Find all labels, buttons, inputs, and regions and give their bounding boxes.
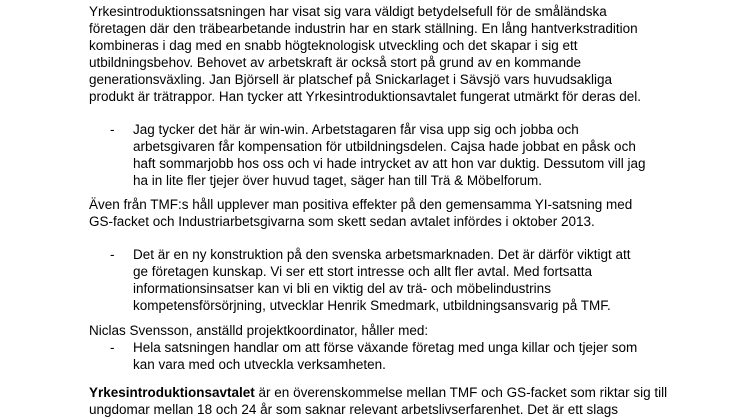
quote-dash: - [110, 340, 115, 355]
niclas-paragraph [89, 322, 689, 339]
intro-line: Yrkesintroduktionssatsningen har visat sig vara väldigt betydelsefull för de småländska [89, 4, 607, 19]
quote-line: Det är en ny konstruktion på den svenska arbetsmarknaden. Det är därför viktigt att [133, 247, 631, 262]
definition-term: Yrkesintroduktionsavtalet [89, 385, 255, 400]
intro-line: utbildningsbehov. Behovet av arbetskraft är också stort på grund av en kommande [89, 55, 582, 70]
definition-line: ungdomar mellan 18 och 24 år som saknar relevant arbetslivserfarenhet. Det är ett slags [89, 402, 619, 417]
quote-line: haft sommarjobb hos oss och vi hade intrycket av att hon var duktig. Dessutom vill jag [133, 156, 646, 171]
quote-line: Jag tycker det här är win-win. Arbetstagaren får visa upp sig och jobba och [133, 122, 579, 137]
tmf-line: GS-facket och Industriarbetsgivarna som skett sedan avtalet infördes i oktober 2013. [89, 214, 595, 229]
definition-paragraph [89, 384, 689, 418]
niclas-line: Niclas Svensson, anställd projektkoordinator, håller med: [89, 323, 429, 338]
tmf-line: Även från TMF:s håll upplever man positiva effekter på den gemensamma YI-satsning med [89, 197, 633, 212]
quote-line: Hela satsningen handlar om att förse växande företag med unga killar och tjejer som [133, 340, 638, 355]
quote-niclas-svensson [133, 339, 693, 373]
quote-henrik-smedmark [133, 246, 693, 314]
tmf-paragraph [89, 196, 689, 230]
intro-line: generationsväxling. Jan Björsell är platschef på Snickarlaget i Sävsjö vars huvudsakliga [89, 72, 613, 87]
intro-line: produkt är trätrappor. Han tycker att Yrkesintroduktionsavtalet fungerat utmärkt för deras del. [89, 89, 642, 104]
quote-line: ge företagen kunskap. Vi ser ett stort intresse och allt fler avtal. Med fortsatta [133, 264, 592, 279]
intro-paragraph [89, 3, 689, 105]
definition-text: är en överenskommelse mellan TMF och GS-facket som riktar sig till [254, 385, 668, 400]
quote-dash: - [110, 247, 115, 262]
quote-line: informationsinsatser kan vi bli en viktig del av trä- och möbelindustrins [133, 281, 551, 296]
quote-line: kan vara med och utveckla verksamheten. [133, 357, 386, 372]
definition-line [89, 384, 689, 401]
quote-jan-bjorsell [133, 121, 693, 189]
intro-line: företagen där den träbearbetande industrin har en stark ställning. En lång hantverkstradition [89, 21, 638, 36]
quote-dash: - [110, 122, 115, 137]
quote-line: arbetsgivaren får kompensation för utbildningsdelen. Cajsa hade jobbat en påsk och [133, 139, 636, 154]
intro-line: kombineras i dag med en snabb högteknologisk utveckling och det skapar i sig ett [89, 38, 578, 53]
quote-line: ha in lite fler tjejer över huvud taget, säger han till Trä & Möbelforum. [133, 173, 542, 188]
quote-line: kompetensförsörjning, utvecklar Henrik Smedmark, utbildningsansvarig på TMF. [133, 298, 611, 313]
